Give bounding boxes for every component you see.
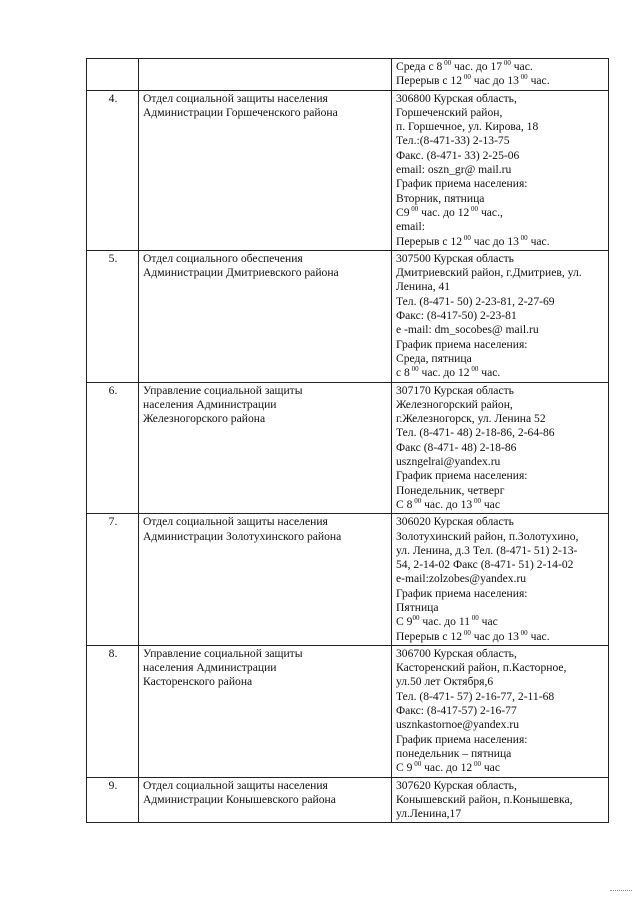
agency-name-line: Управление социальной защиты (143, 646, 303, 660)
contact-info-line (396, 544, 605, 558)
contact-info-text: понедельник – пятница (396, 746, 512, 760)
contact-info-line (396, 92, 605, 106)
contact-info-line (396, 74, 605, 88)
table-row (87, 250, 609, 382)
contact-info-line (396, 661, 605, 675)
contact-info-text: Среда, пятница (396, 351, 472, 365)
agency-name-cell (139, 514, 392, 646)
contact-info-text: Дмитриевский район, г.Дмитриев, ул. (396, 266, 582, 280)
contact-info-text: График приема населения: (396, 469, 528, 483)
contact-info-text: ул. Ленина, д.3 Тел. (8-471- 51) 2-13- (396, 543, 578, 557)
contact-info-text: час. (527, 234, 550, 248)
contact-info-text: 307170 Курская область (396, 383, 514, 397)
contact-info-text: Понедельник, четверг (396, 483, 505, 497)
row-number: 4. (87, 90, 139, 250)
agency-name-line: населения Администрации (143, 397, 277, 411)
contact-info-text: 306700 Курская область, (396, 646, 517, 660)
contact-info-text: час. до 12 (421, 761, 473, 775)
contact-info-text: Факс (8-471- 48) 2-18-86 (396, 440, 517, 454)
superscript-minutes: 00 (518, 233, 528, 242)
agency-name-cell (139, 382, 392, 514)
contact-info-text: 306800 Курская область, (396, 91, 517, 105)
superscript-minutes: 00 (518, 628, 528, 637)
contact-info-line (396, 60, 605, 74)
contact-info-line (396, 398, 605, 412)
contact-info-line (396, 366, 605, 380)
contact-info-text: e -mail: dm_socobes@ mail.ru (396, 323, 539, 337)
contact-info-text: График приема населения: (396, 177, 528, 191)
contact-info-text: Перерыв с 12 (396, 629, 463, 643)
contact-info-line (396, 793, 605, 807)
contact-info-line (396, 690, 605, 704)
contact-info-text: С 8 (396, 497, 413, 511)
contact-info-line (396, 252, 605, 266)
contact-info-text: Пятница (396, 600, 439, 614)
contact-info-line (396, 426, 605, 440)
contact-info-text: email: (396, 220, 425, 234)
agency-name-line: Администрации Дмитриевского района (143, 266, 339, 280)
agency-name-line: Касторенского района (143, 675, 253, 689)
contact-info-text: Ленина, 41 (396, 280, 451, 294)
contact-info-text: Тел. (8-471- 57) 2-16-77, 2-11-68 (396, 689, 555, 703)
contact-info-text: час. (527, 74, 550, 88)
superscript-minutes: 00 (442, 59, 452, 68)
contact-info-line (396, 469, 605, 483)
contact-info-line (396, 601, 605, 615)
agency-name-line: Отдел социальной защиты населения (143, 778, 328, 792)
contact-info-line (396, 220, 605, 234)
superscript-minutes: 00 (412, 760, 422, 769)
contact-info-text: 307500 Курская область (396, 251, 514, 265)
contact-info-line (396, 412, 605, 426)
contact-info-cell (392, 250, 609, 382)
agency-table (86, 58, 609, 823)
table-row (87, 777, 609, 823)
superscript-minutes: 00 (469, 205, 479, 214)
contact-info-line (396, 615, 605, 629)
contact-info-line (396, 235, 605, 249)
row-number: 7. (87, 514, 139, 646)
superscript-minutes: 00 (470, 614, 479, 623)
contact-info-line (396, 134, 605, 148)
contact-info-line (396, 761, 605, 775)
superscript-minutes: 00 (412, 497, 422, 506)
agency-name-line: Управление социальной защиты (143, 383, 303, 397)
contact-info-line (396, 266, 605, 280)
contact-info-line (396, 206, 605, 220)
contact-info-text: час. до 12 (418, 205, 470, 219)
contact-info-text: час (480, 761, 500, 775)
contact-info-text: usznkastornoe@yandex.ru (396, 718, 520, 732)
contact-info-cell (392, 514, 609, 646)
agency-name-cell (139, 777, 392, 823)
contact-info-line (396, 106, 605, 120)
contact-info-line (396, 704, 605, 718)
contact-info-text: e-mail:zolzobes@yandex.ru (396, 572, 527, 586)
contact-info-text: Железногорский район, (396, 397, 513, 411)
superscript-minutes: 00 (462, 628, 471, 637)
row-number (87, 59, 139, 91)
superscript-minutes: 00 (472, 760, 481, 769)
contact-info-line (396, 558, 605, 572)
contact-info-text: г.Железногорск, ул. Ленина 52 (396, 412, 546, 426)
contact-info-text: час до 13 (470, 629, 519, 643)
contact-info-cell (392, 90, 609, 250)
contact-info-line (396, 587, 605, 601)
agency-name-line: Администрации Горшеченского района (143, 105, 338, 119)
contact-info-text: час. (510, 60, 533, 73)
superscript-minutes: 00 (412, 614, 420, 623)
contact-info-line (396, 323, 605, 337)
contact-info-cell (392, 645, 609, 777)
row-number: 6. (87, 382, 139, 514)
contact-info-line (396, 630, 605, 644)
contact-info-line (396, 441, 605, 455)
contact-info-text: 306020 Курская область (396, 515, 514, 529)
agency-name-line: Администрации Конышевского района (143, 792, 336, 806)
contact-info-line (396, 455, 605, 469)
contact-info-text: С9 (396, 205, 410, 219)
contact-info-line (396, 163, 605, 177)
contact-info-cell (392, 777, 609, 823)
contact-info-text: час., (478, 205, 503, 219)
contact-info-text: час. (527, 629, 550, 643)
contact-info-text: График приема населения: (396, 586, 528, 600)
contact-info-text: Тел. (8-471- 50) 2-23-81, 2-27-69 (396, 294, 555, 308)
contact-info-text: Золотухинский район, п.Золотухино, (396, 529, 579, 543)
contact-info-text: час. до 13 (421, 497, 473, 511)
contact-info-text: Среда с 8 (396, 60, 443, 73)
contact-info-line (396, 120, 605, 134)
contact-info-text: Перерыв с 12 (396, 74, 463, 88)
contact-info-line (396, 647, 605, 661)
contact-info-line (396, 384, 605, 398)
superscript-minutes: 00 (502, 59, 511, 68)
contact-info-text: Горшеченский район, (396, 105, 503, 119)
contact-info-line (396, 675, 605, 689)
contact-info-line (396, 718, 605, 732)
agency-table-body (87, 59, 609, 823)
contact-info-text: п. Горшечное, ул. Кирова, 18 (396, 120, 539, 134)
contact-info-line (396, 295, 605, 309)
contact-info-text: С 9 (396, 615, 413, 629)
superscript-minutes: 00 (469, 365, 479, 374)
superscript-minutes: 00 (462, 73, 471, 82)
contact-info-line (396, 498, 605, 512)
contact-info-text: ул.50 лет Октября,6 (396, 675, 494, 689)
agency-name-line: Отдел социального обеспечения (143, 251, 303, 265)
contact-info-line (396, 572, 605, 586)
agency-name-line: населения Администрации (143, 661, 277, 675)
contact-info-text: Конышевский район, п.Конышевка, (396, 792, 573, 806)
table-row (87, 59, 609, 91)
contact-info-text: 54, 2-14-02 Факс (8-471- 51) 2-14-02 (396, 558, 574, 572)
contact-info-text: Факс. (8-471- 33) 2-25-06 (396, 148, 520, 162)
contact-info-text: Перерыв с 12 (396, 234, 463, 248)
contact-info-line (396, 280, 605, 294)
contact-info-line (396, 530, 605, 544)
agency-name-cell (139, 90, 392, 250)
superscript-minutes: 00 (472, 497, 481, 506)
contact-info-line (396, 515, 605, 529)
contact-info-text: Факс: (8-417-50) 2-23-81 (396, 309, 517, 323)
row-number: 5. (87, 250, 139, 382)
contact-info-text: Касторенский район, п.Касторное, (396, 661, 567, 675)
agency-name-line: Отдел социальной защиты населения (143, 91, 328, 105)
contact-info-text: email: oszn_gr@ mail.ru (396, 163, 512, 177)
contact-info-line (396, 807, 605, 821)
table-row (87, 645, 609, 777)
contact-info-text: 307620 Курская область, (396, 778, 517, 792)
contact-info-line (396, 352, 605, 366)
contact-info-text: час (478, 615, 498, 629)
contact-info-line (396, 338, 605, 352)
contact-info-text: Тел. (8-471- 48) 2-18-86, 2-64-86 (396, 426, 555, 440)
agency-name-cell (139, 250, 392, 382)
contact-info-line (396, 779, 605, 793)
row-number: 9. (87, 777, 139, 823)
agency-name-cell (139, 59, 392, 91)
contact-info-line (396, 484, 605, 498)
contact-info-line (396, 177, 605, 191)
contact-info-text: с 8 (396, 366, 410, 380)
scan-edge-mark (610, 890, 632, 891)
superscript-minutes: 00 (462, 233, 471, 242)
row-number: 8. (87, 645, 139, 777)
superscript-minutes: 00 (518, 73, 528, 82)
contact-info-text: Вторник, пятница (396, 191, 485, 205)
agency-name-line: Железногорского района (143, 412, 266, 426)
contact-info-text: Факс: (8-417-57) 2-16-77 (396, 704, 517, 718)
contact-info-text: час. до 11 (419, 615, 471, 629)
agency-name-line: Отдел социальной защиты населения (143, 515, 328, 529)
contact-info-text: час. (478, 366, 501, 380)
contact-info-line (396, 149, 605, 163)
contact-info-text: час до 13 (470, 234, 519, 248)
contact-info-text: График приема населения: (396, 732, 528, 746)
contact-info-line (396, 192, 605, 206)
superscript-minutes: 00 (409, 205, 419, 214)
contact-info-text: час (480, 497, 500, 511)
contact-info-text: час. до 17 (451, 60, 503, 73)
table-row (87, 382, 609, 514)
contact-info-cell (392, 382, 609, 514)
agency-name-cell (139, 645, 392, 777)
contact-info-text: Тел.:(8-471-33) 2-13-75 (396, 134, 510, 148)
contact-info-line (396, 747, 605, 761)
contact-info-cell (392, 59, 609, 91)
contact-info-line (396, 309, 605, 323)
contact-info-text: час. до 12 (418, 366, 470, 380)
table-row (87, 514, 609, 646)
contact-info-line (396, 733, 605, 747)
contact-info-text: График приема населения: (396, 337, 528, 351)
contact-info-text: uszngelrai@yandex.ru (396, 455, 501, 469)
superscript-minutes: 00 (409, 365, 419, 374)
agency-name-line: Администрации Золотухинского района (143, 529, 342, 543)
contact-info-text: час до 13 (470, 74, 519, 88)
contact-info-text: ул.Ленина,17 (396, 807, 462, 821)
table-row (87, 90, 609, 250)
contact-info-text: С 9 (396, 761, 413, 775)
